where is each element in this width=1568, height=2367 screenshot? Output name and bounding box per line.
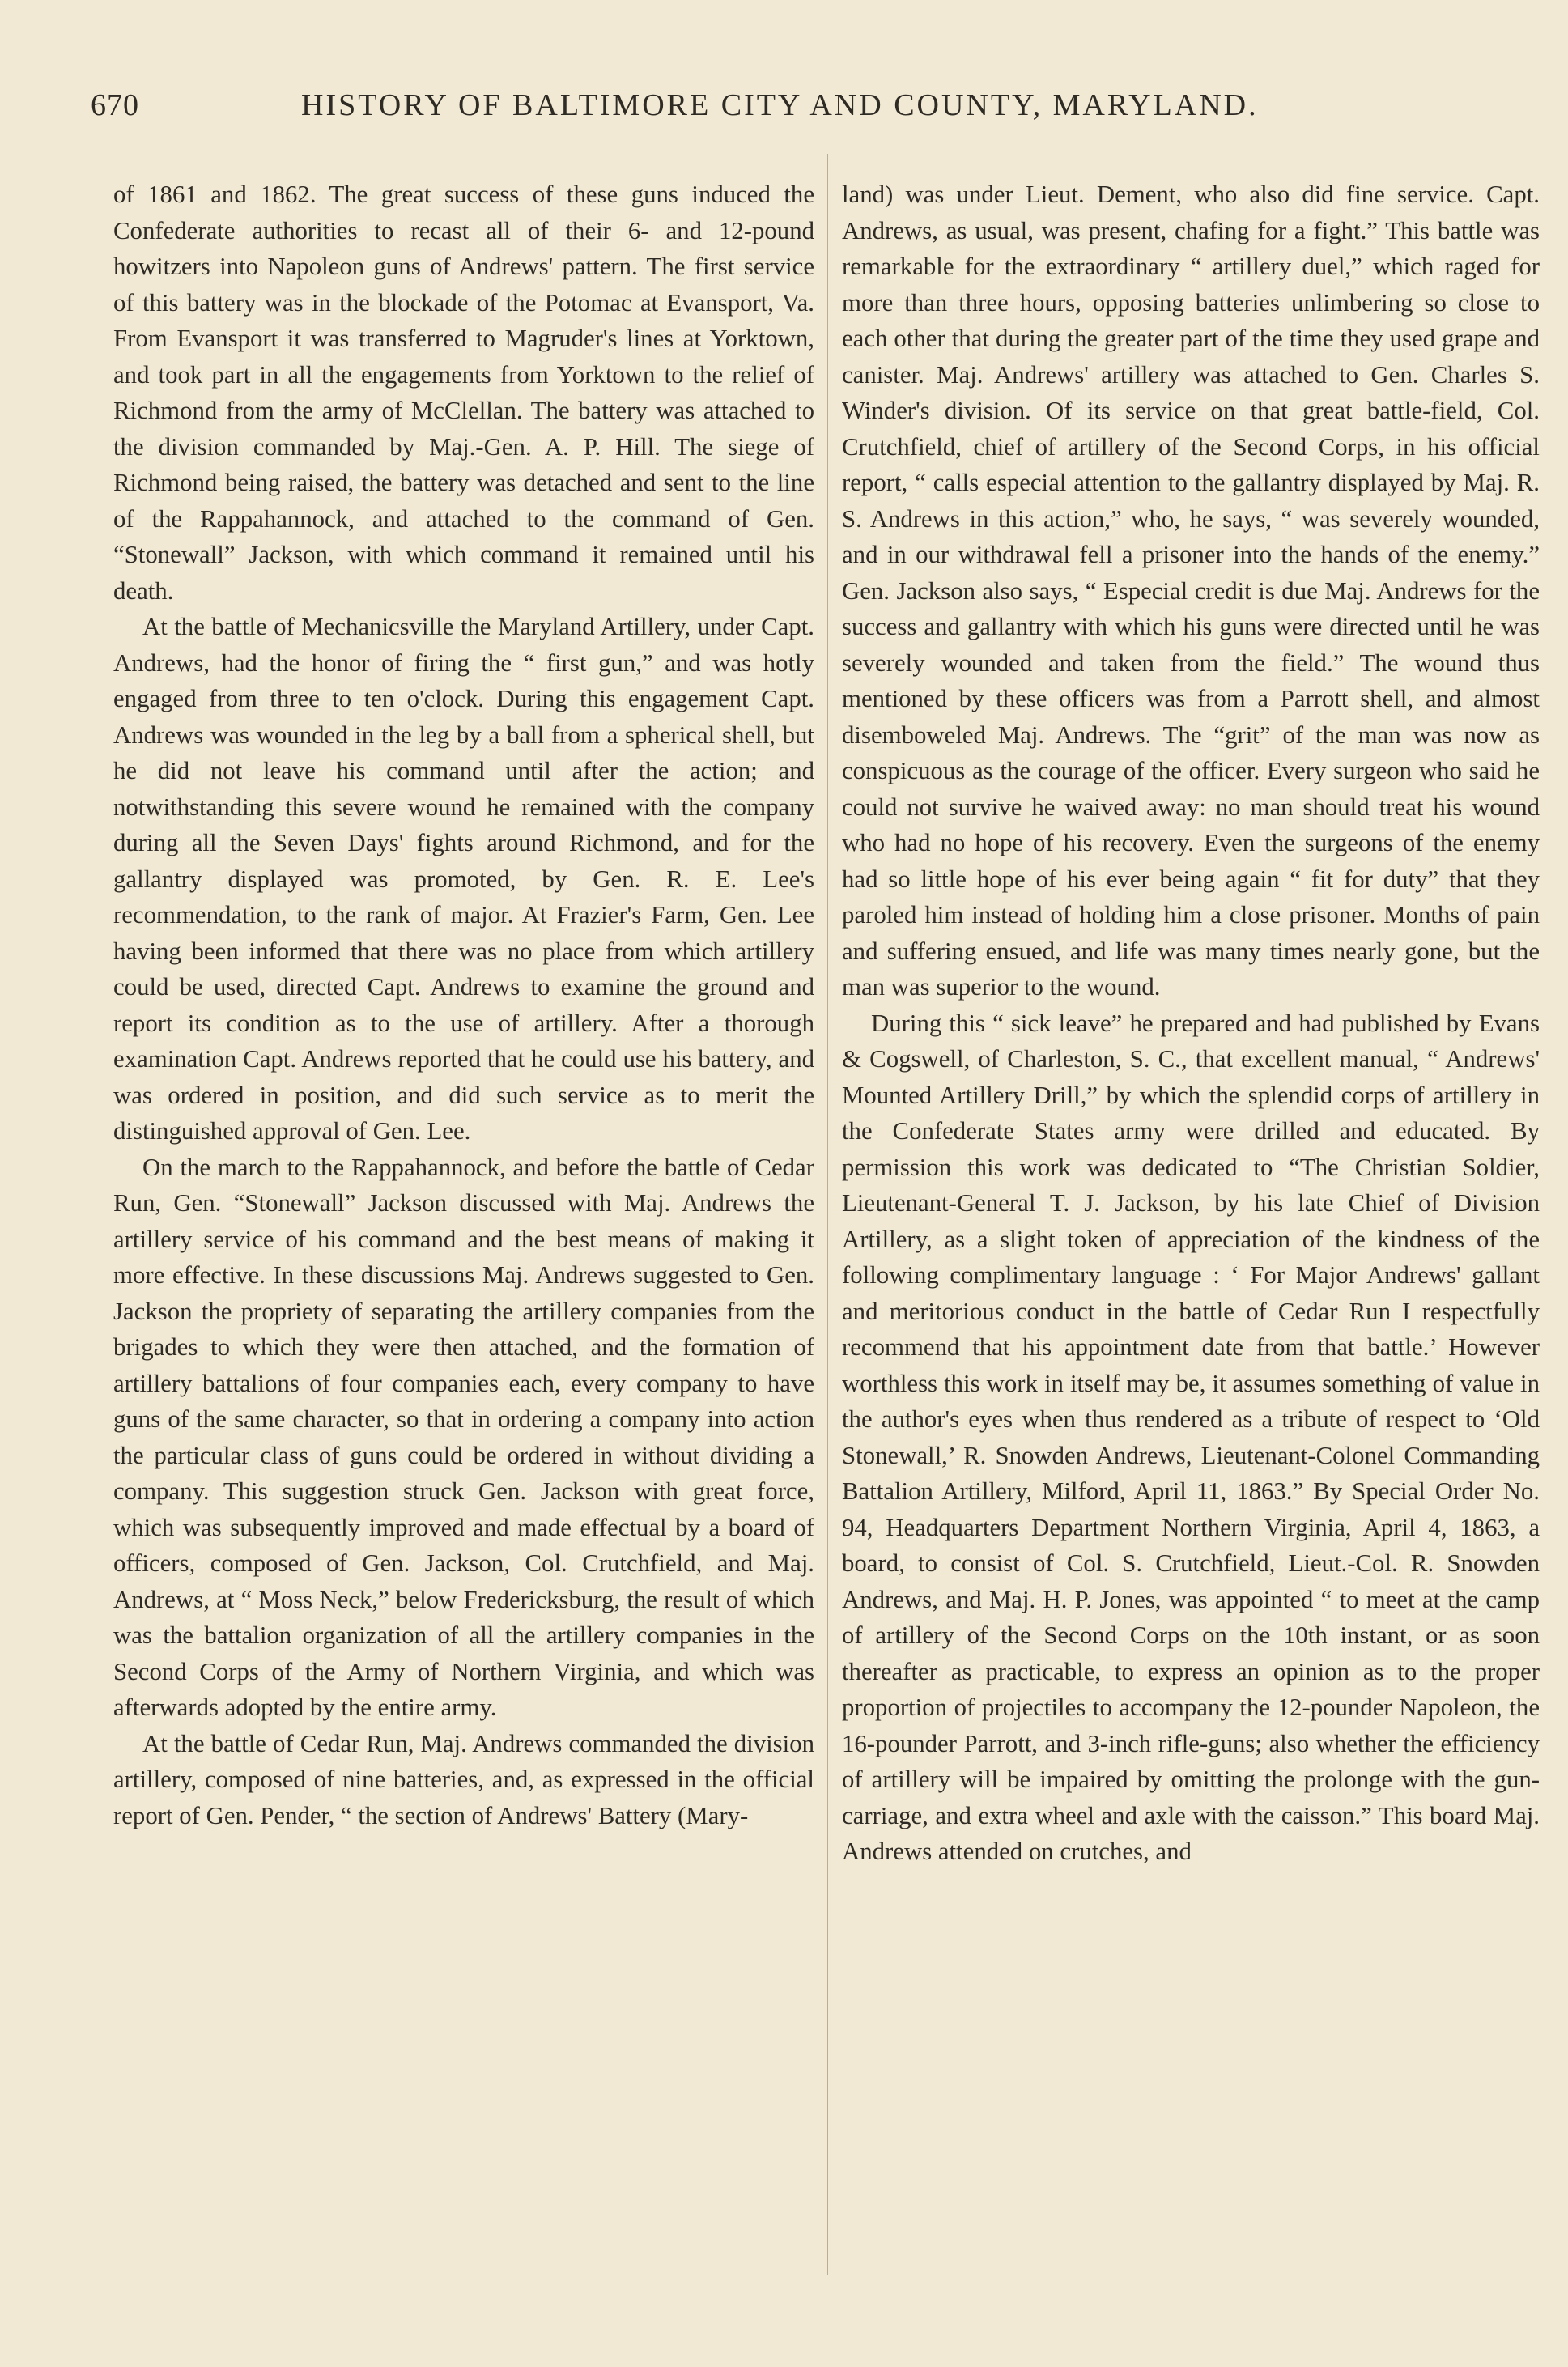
paragraph: At the battle of Mechanicsville the Maryland Artillery, under Capt. Andrews, had the honor of firing the “ first gun,” and was hotly engaged from three to ten o'clock. During this engagement Capt. Andrews was wounded in the leg by a ball from a spherical shell, but he did not leave his command until after the action; and notwithstanding this severe wound he remained with the company during all the Seven Days' fights around Richmond, and for the gallantry displayed was promoted, by Gen. R. E. Lee's recommendation, to the rank of major. At Frazier's Farm, Gen. Lee having been informed that there was no place from which artillery could be used, directed Capt. Andrews to examine the ground and report its condition as to the use of artillery. After a thorough examination Capt. Andrews reported that he could use his battery, and was ordered in position, and did such service as to merit the distinguished approval of Gen. Lee. — [113, 613, 814, 1145]
running-title: HISTORY OF BALTIMORE CITY AND COUNTY, MARYLAND. — [301, 88, 1259, 122]
paragraph: of 1861 and 1862. The great success of these guns induced the Confederate authorities to recast all of their 6- and 12-pound howitzers into Napoleon guns of Andrews' pattern. The first service of this battery was in the blockade of the Potomac at Evansport, Va. From Evansport it was transferred to Magruder's lines at Yorktown, and took part in all the engagements from Yorktown to the relief of Richmond from the army of McClellan. The battery was attached to the division commanded by Maj.-Gen. A. P. Hill. The siege of Richmond being raised, the battery was detached and sent to the line of the Rappahannock, and attached to the command of Gen. “Stonewall” Jackson, with which command it remained until his death. — [113, 181, 814, 605]
paragraph: During this “ sick leave” he prepared and had published by Evans & Cogswell, of Charleston, S. C., that excellent manual, “ Andrews' Mounted Artillery Drill,” by which the splendid corps of artillery in the Confederate States army were drilled and educated. By permission this work was dedicated to “The Christian Soldier, Lieutenant-General T. J. Jackson, by his late Chief of Division Artillery, as a slight token of appreciation of the kindness of the following complimentary language : ‘ For Major Andrews' gallant and meritorious conduct in the battle of Cedar Run I respectfully recommend that his appointment date from that battle.’ However worthless this work in itself may be, it assumes something of value in the author's eyes when thus rendered as a tribute of respect to ‘Old Stonewall,’ R. Snowden Andrews, Lieutenant-Colonel Commanding Battalion Artillery, Milford, April 11, 1863.” By Special Order No. 94, Headquarters Department Northern Virginia, April 4, 1863, a board, to consist of Col. S. Crutchfield, Lieut.-Col. R. Snowden Andrews, and Maj. H. P. Jones, was appointed “ to meet at the camp of artillery of the Second Corps on the 10th instant, or as soon thereafter as practicable, to express an opinion as to the proper proportion of projectiles to accompany the 12-pounder Napoleon, the 16-pounder Parrott, and 3-inch rifle-guns; also whether the efficiency of artillery will be impaired by omitting the prolonge with the gun-carriage, and extra wheel and axle with the caisson.” This board Maj. Andrews attended on crutches, and — [842, 1009, 1540, 1865]
paragraph: On the march to the Rappahannock, and before the battle of Cedar Run, Gen. “Stonewall” Jackson discussed with Maj. Andrews the artillery service of his command and the best means of making it more effective. In these discussions Maj. Andrews suggested to Gen. Jackson the propriety of separating the artillery companies from the brigades to which they were then attached, and the formation of artillery battalions of four companies each, every company to have guns of the same character, so that in ordering a company into action the particular class of guns could be ordered in without dividing a company. This suggestion struck Gen. Jackson with great force, which was subsequently improved and made effectual by a board of officers, composed of Gen. Jackson, Col. Crutchfield, and Maj. Andrews, at “ Moss Neck,” below Fredericksburg, the result of which was the battalion organization of all the artillery companies in the Second Corps of the Army of Northern Virginia, and which was afterwards adopted by the entire army. — [113, 1153, 814, 1721]
page-header — [91, 87, 1472, 136]
right-column — [842, 176, 1540, 2281]
left-column — [113, 176, 814, 2281]
page-number: 670 — [91, 88, 139, 122]
column-divider — [827, 154, 828, 2275]
paragraph: land) was under Lieut. Dement, who also did fine service. Capt. Andrews, as usual, was present, chafing for a fight.” This battle was remarkable for the extraordinary “ artillery duel,” which raged for more than three hours, opposing batteries unlimbering so close to each other that during the greater part of the time they used grape and canister. Maj. Andrews' artillery was attached to Gen. Charles S. Winder's division. Of its service on that great battle-field, Col. Crutchfield, chief of artillery of the Second Corps, in his official report, “ calls especial attention to the gallantry displayed by Maj. R. S. Andrews in this action,” who, he says, “ was severely wounded, and in our withdrawal fell a prisoner into the hands of the enemy.” Gen. Jackson also says, “ Especial credit is due Maj. Andrews for the success and gallantry with which his guns were directed until he was severely wounded and taken from the field.” The wound thus mentioned by these officers was from a Parrott shell, and almost disemboweled Maj. Andrews. The “grit” of the man was now as conspicuous as the courage of the officer. Every surgeon who said he could not survive he waived away: no man should treat his wound who had no hope of his recovery. Even the surgeons of the enemy had so little hope of his ever being again “ fit for duty” that they paroled him instead of holding him a close prisoner. Months of pain and suffering ensued, and life was many times nearly gone, but the man was superior to the wound. — [842, 181, 1540, 1001]
paragraph: At the battle of Cedar Run, Maj. Andrews commanded the division artillery, composed of nine batteries, and, as expressed in the official report of Gen. Pender, “ the section of Andrews' Battery (Mary- — [113, 1729, 814, 1829]
